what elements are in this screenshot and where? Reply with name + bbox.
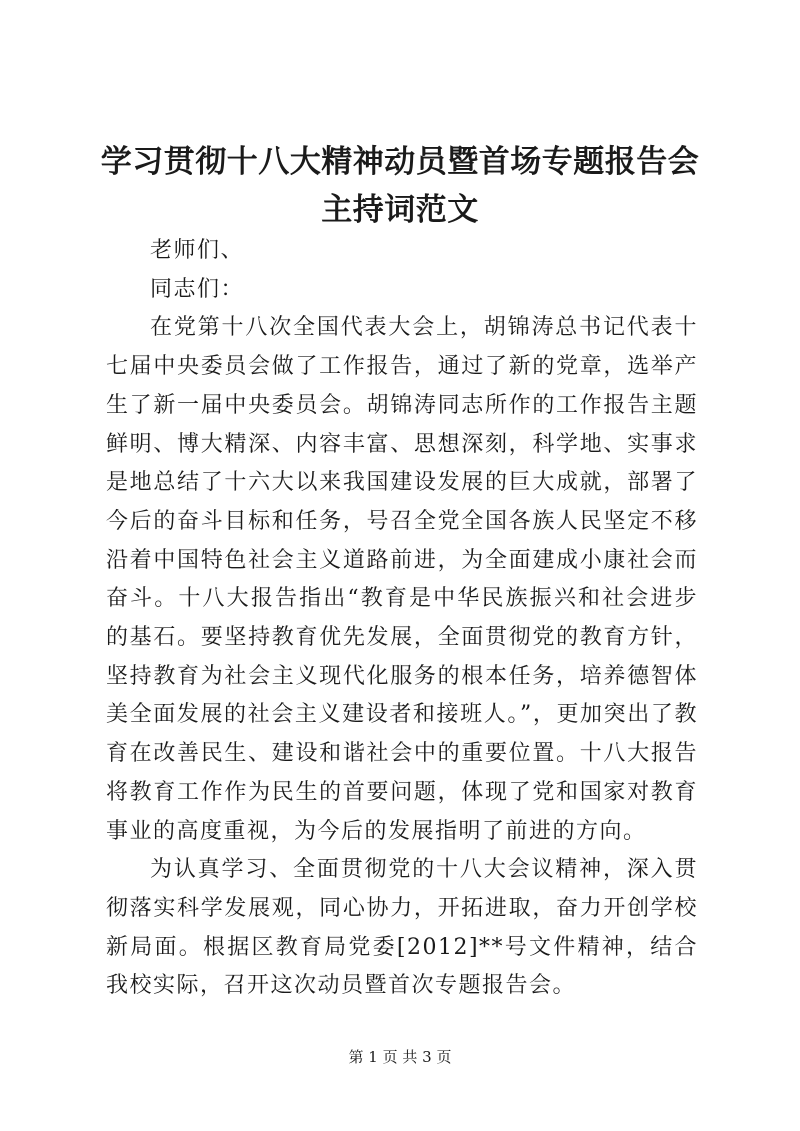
document-body [106,232,698,1006]
salutation-teachers: 老师们、 [150,238,245,263]
document-title: 学习贯彻十八大精神动员暨首场专题报告会主持词范文 [100,144,700,228]
salutation-comrades: 同志们： [150,276,245,302]
page-number-footer: 第 1 页 共 3 页 [348,1048,452,1066]
paragraph-congress-report: 在党第十八次全国代表大会上，胡锦涛总书记代表十七届中央委员会做了工作报告，通过了新的党章，选举产生了新一届中央委员会。胡锦涛同志所作的工作报告主题鲜明、博大精深、内容丰富、思想深刻，科学地、实事求是地总结了十六大以来我国建设发展的巨大成就，部署了今后的奋斗目标和任务，号召全党全国各族人民坚定不移沿着中国特色社会主义道路前进，为全面建成小康社会而奋斗。十八大报告指出“教育是中华民族振兴和社会进步的基石。要坚持教育优先发展，全面贯彻党的教育方针，坚持教育为社会主义现代化服务的根本任务，培养德智体美全面发展的社会主义建设者和接班人。”，更加突出了教育在改善民生、建设和谐社会中的重要位置。十八大报告将教育工作作为民生的首要问题，体现了党和国家对教育事业的高度重视，为今后的发展指明了前进的方向。 [106,315,698,844]
paragraph-meeting-purpose: 为认真学习、全面贯彻党的十八大会议精神，深入贯彻落实科学发展观，同心协力，开拓进取，奋力开创学校新局面。根据区教育局党委[2012]**号文件精神，结合我校实际，召开这次动员暨首次专题报告会。 [106,857,698,999]
